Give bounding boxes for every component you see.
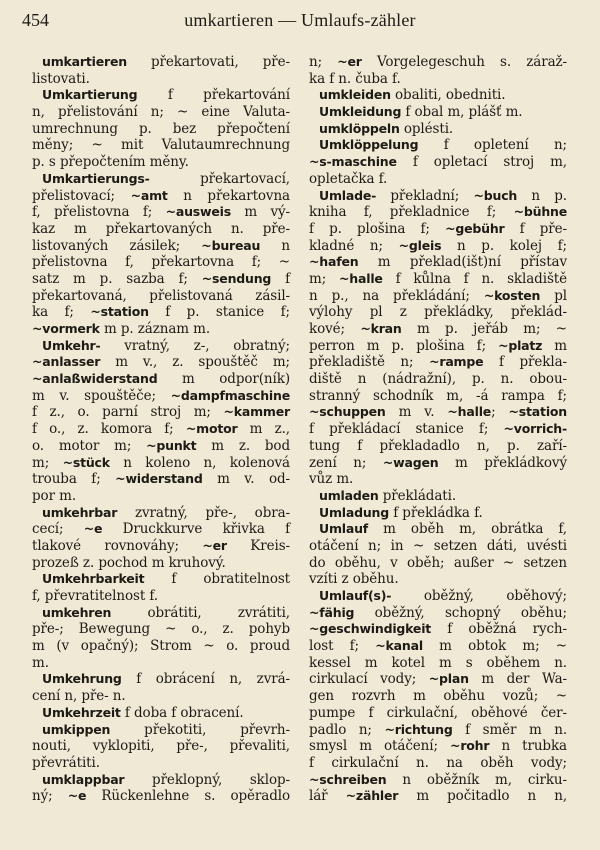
text-line: ~anlasser m v., z. spouštěč m;: [32, 354, 290, 371]
text-line: opletačka f.: [309, 170, 388, 187]
text-line: p. s přepočtením měny.: [32, 154, 189, 171]
text-line: n, přelistování n; ~ eine Valuta-: [32, 104, 290, 121]
running-title: umkartieren — Umlaufs-zähler: [184, 10, 416, 30]
text-line: gen rozvrh m oběhu vozů; ~: [309, 688, 567, 705]
left-column: [32, 54, 290, 805]
text-line: kniha f, překladnice f; ~bühne: [309, 204, 567, 221]
text-line: překladiště n; ~rampe f překla-: [309, 354, 567, 371]
text-line: cirkulací vody; ~plan m der Wa-: [309, 671, 567, 688]
text-line: f, převratitelnost f.: [32, 588, 158, 604]
text-line: stranný schodník m, -á rampa f;: [309, 387, 567, 404]
text-line: f cirkulační n. na oběh vody;: [309, 754, 567, 771]
text-line: umkehrbar zvratný, pře-, obra-: [42, 504, 290, 521]
text-line: Umkehrung f obrácení n, zvrá-: [42, 671, 290, 688]
text-line: ný; ~e Rückenlehne s. opěradlo: [32, 788, 291, 805]
text-line: trouba f; ~widerstand m v. od-: [32, 471, 290, 488]
text-line: ~vormerk m p. záznam m.: [32, 321, 211, 337]
page-header: [22, 8, 578, 34]
text-line: ka f n. čuba f.: [309, 70, 401, 87]
text-line: Umkehrbarkeit f obratitelnost: [42, 571, 290, 588]
text-line: ~fähig oběžný, schopný oběhu;: [309, 604, 567, 621]
text-line: Umkartierungs- překartovací,: [42, 170, 290, 187]
text-line: diště n (nádražní), p. n. obou-: [309, 371, 567, 388]
text-line: f z., o. parní stroj m; ~kammer: [32, 404, 290, 421]
right-column: [309, 54, 567, 805]
text-line: umrechnung p. bez přepočtení: [32, 120, 290, 137]
text-line: listovaných zásilek; ~bureau n: [32, 237, 290, 254]
text-line: ~hafen m překlad(išt)ní přístav: [309, 254, 567, 271]
text-line: kessel m kotel m s oběhem n.: [309, 654, 567, 671]
text-line: Umkehrzeit f doba f obracení.: [42, 704, 244, 721]
text-line: lář ~zähler m počitadlo n n,: [309, 788, 568, 805]
text-line: převrátiti.: [32, 754, 100, 771]
text-line: umklappbar překlopný, sklop-: [42, 771, 290, 788]
text-line: výlohy pl z překládky, překlád-: [309, 304, 567, 321]
text-line: f překládací stanice f; ~vorrich-: [309, 421, 567, 438]
text-line: Umlade- překladní; ~buch n p.: [319, 187, 567, 204]
text-line: Umkehr- vratný, z-, obratný;: [42, 337, 290, 354]
text-line: umkleiden obaliti, obedniti.: [319, 87, 506, 104]
text-line: f, přelistovna f; ~ausweis m vý-: [32, 204, 290, 221]
text-line: vzíti z oběhu.: [309, 571, 399, 588]
text-line: Umklöppelung f opletení n;: [319, 137, 567, 154]
text-line: otáčení n; in ~ setzen dáti, uvésti: [309, 537, 567, 554]
text-line: umkehren obrátiti, zvrátiti,: [42, 604, 290, 621]
text-line: tung f překladadlo n, p. zaří-: [309, 437, 567, 454]
text-line: f o., z. komora f; ~motor m z.,: [32, 421, 290, 438]
text-line: přelistovna f, překartovna f; ~: [32, 254, 290, 271]
text-line: umladen překládati.: [319, 487, 457, 504]
text-line: perron m p. plošina f; ~platz m: [309, 337, 567, 354]
text-line: umklöppeln oplésti.: [319, 120, 454, 137]
text-line: ~schreiben n oběžník m, cirku-: [309, 771, 567, 788]
text-line: přelistovací; ~amt n překartovna: [32, 187, 290, 204]
text-line: zení n; ~wagen m překládkový: [309, 454, 567, 471]
text-line: m (v opačný); Strom ~ o. proud: [32, 638, 290, 655]
text-line: listovati.: [32, 70, 90, 87]
text-line: kaz m překartovaných n. pře-: [32, 220, 290, 237]
text-line: Umladung f překládka f.: [319, 504, 483, 521]
text-line: lost f; ~kanal m obtok m; ~: [309, 638, 567, 655]
text-line: padlo n; ~richtung f směr m n.: [309, 721, 568, 738]
text-line: kové; ~kran m p. jeřáb m; ~: [309, 321, 567, 337]
text-line: ~geschwindigkeit f oběžná rych-: [309, 621, 567, 638]
text-line: Umlauf m oběh m, obrátka f,: [319, 521, 567, 538]
text-line: n p., na překládání; ~kosten pl: [309, 287, 567, 304]
text-line: ~anlaßwiderstand m odpor(ník): [32, 371, 290, 388]
text-line: f p. plošina f; ~gebühr f pře-: [309, 220, 567, 237]
text-line: cení n, pře- n.: [32, 688, 126, 705]
text-line: Umkartierung f překartování: [42, 87, 290, 104]
text-line: satz m p. sazba f; ~sendung f: [32, 270, 290, 287]
text-line: překartovaná, přelistovaná zásil-: [32, 287, 290, 304]
text-line: umkartieren překartovati, pře-: [42, 54, 290, 70]
text-line: umkippen překotiti, převrh-: [42, 721, 290, 738]
text-line: do oběhu, v oběh; außer ~ setzen: [309, 554, 567, 571]
text-line: nouti, vyklopiti, pře-, převaliti,: [32, 738, 290, 755]
text-line: ~schuppen m v. ~halle; ~station: [309, 404, 567, 421]
text-line: vůz m.: [309, 471, 354, 488]
text-line: ~s-maschine f opletací stroj m,: [309, 154, 567, 171]
text-line: pře-; Bewegung ~ o., z. pohyb: [32, 621, 290, 638]
text-line: prozeß z. pochod m kruhový.: [32, 554, 226, 571]
text-line: m; ~halle f kůlna f n. skladiště: [309, 270, 567, 287]
text-line: měny; ~ mit Valutaumrechnung: [32, 137, 290, 154]
text-line: por m.: [32, 487, 77, 504]
text-line: ka f; ~station f p. stanice f;: [32, 304, 290, 321]
text-line: kladné n; ~gleis n p. kolej f;: [309, 237, 567, 254]
page-number: 454: [22, 10, 49, 30]
text-line: Umlauf(s)- oběžný, oběhový;: [319, 588, 567, 604]
text-line: Umkleidung f obal m, plášť m.: [319, 104, 523, 121]
text-line: n; ~er Vorgelegeschuh s. záraž-: [309, 54, 567, 70]
text-line: tlakové rovnováhy; ~er Kreis-: [32, 537, 290, 554]
text-line: smysl m otáčení; ~rohr n trubka: [309, 738, 567, 755]
text-line: pumpe f cirkulační, oběhové čer-: [309, 704, 567, 721]
text-line: m.: [32, 654, 49, 671]
text-line: m v. spouštěče; ~dampfmaschine: [32, 387, 290, 404]
text-line: cecí; ~e Druckkurve křivka f: [32, 521, 290, 538]
text-line: m; ~stück n koleno n, kolenová: [32, 454, 291, 471]
text-line: o. motor m; ~punkt m z. bod: [32, 437, 291, 454]
